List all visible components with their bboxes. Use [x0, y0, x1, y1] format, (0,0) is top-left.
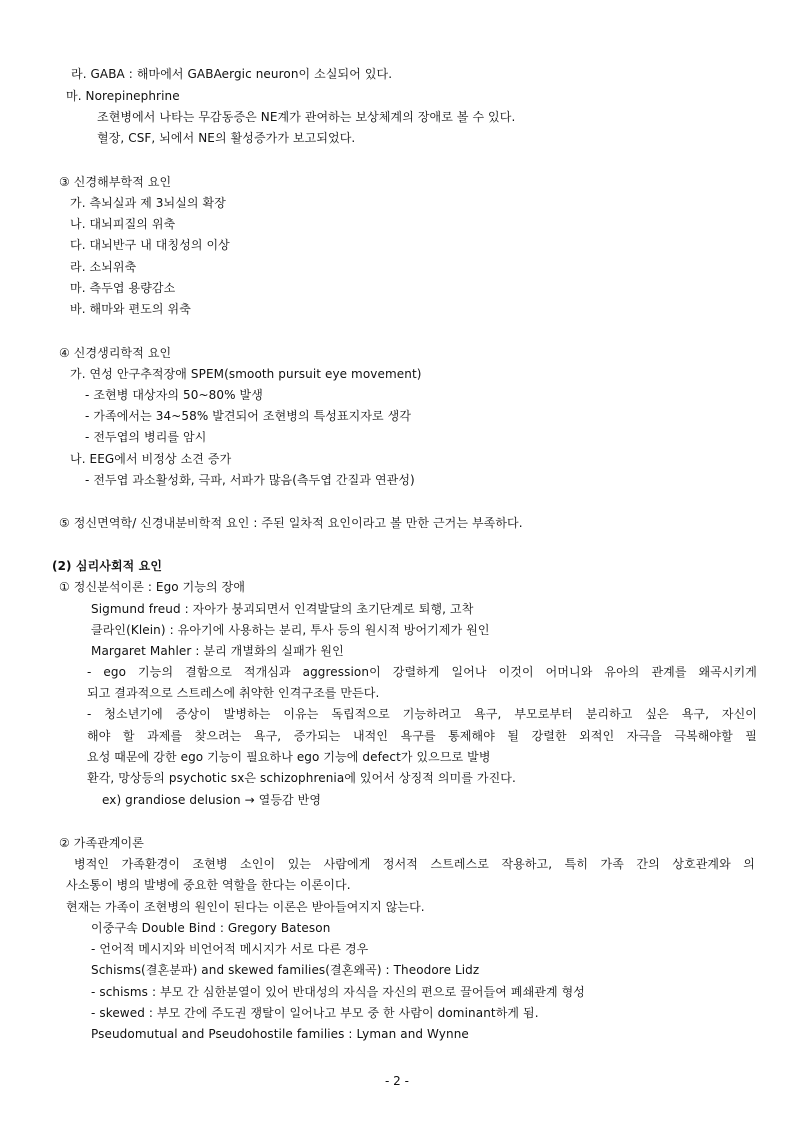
text-line: 되고 결과적으로 스트레스에 취약한 인격구조를 만든다. [87, 686, 380, 700]
text-line: 병적인 가족환경이 조현병 소인이 있는 사람에게 정서적 스트레스로 작용하고, 특히 가족 간의 상호관계와 의 [74, 857, 755, 871]
text-line: 라. 소뇌위축 [70, 260, 137, 274]
section-heading: ① 정신분석이론 : Ego 기능의 장애 [59, 580, 246, 594]
text-line: 마. 측두엽 용량감소 [70, 281, 176, 295]
text-line: 환각, 망상등의 psychotic sx은 schizophrenia에 있어서 상징적 의미를 가진다. [87, 771, 516, 785]
text-line: 요성 때문에 강한 ego 기능이 필요하나 ego 기능에 defect가 있으므로 발병 [87, 750, 491, 764]
text-line: 가. 연성 안구추적장애 SPEM(smooth pursuit eye movement) [70, 367, 422, 381]
text-line: - 언어적 메시지와 비언어적 메시지가 서로 다른 경우 [91, 942, 369, 956]
text-line: - schisms : 부모 간 심한분열이 있어 반대성의 자식을 자신의 편으로 끌어들여 폐쇄관계 형성 [91, 985, 585, 999]
text-line: - 청소년기에 증상이 발병하는 이유는 독립적으로 기능하려고 욕구, 부모로부터 분리하고 싶은 욕구, 자신이 [87, 707, 757, 721]
text-line: - 전두엽의 병리를 암시 [85, 430, 207, 444]
text-line: Schisms(결혼분파) and skewed families(결혼왜곡) : Theodore Lidz [91, 963, 480, 977]
text-line: - ego 기능의 결함으로 적개심과 aggression이 강렬하게 일어나 이것이 어머니와 유아의 관계를 왜곡시키게 [87, 665, 757, 679]
text-line: 마. Norepinephrine [66, 89, 180, 103]
text-line: - skewed : 부모 간에 주도권 쟁탈이 일어나고 부모 중 한 사람이 dominant하게 됨. [91, 1006, 539, 1020]
text-line: Sigmund freud : 자아가 붕괴되면서 인격발달의 초기단계로 퇴행, 고착 [91, 602, 474, 616]
text-line: 현재는 가족이 조현병의 원인이 된다는 이론은 받아들여지지 않는다. [66, 900, 425, 914]
text-line: 해야 할 과제를 찾으려는 욕구, 증가되는 내적인 욕구를 통제해야 될 강렬한 외적인 자극을 극복해야할 필 [87, 729, 757, 743]
section-heading: ③ 신경해부학적 요인 [59, 175, 172, 189]
text-line: 바. 해마와 편도의 위축 [70, 302, 191, 316]
text-line: 혈장, CSF, 뇌에서 NE의 활성증가가 보고되었다. [97, 131, 356, 145]
text-line: 나. EEG에서 비정상 소견 증가 [70, 452, 232, 466]
subsection-heading: (2) 심리사회적 요인 [52, 559, 163, 573]
section-heading: ② 가족관계이론 [59, 836, 144, 850]
text-line: 이중구속 Double Bind : Gregory Bateson [91, 921, 331, 935]
text-line: 나. 대뇌피질의 위축 [70, 217, 176, 231]
page-number: - 2 - [385, 1074, 409, 1088]
section-heading: ⑤ 정신면역학/ 신경내분비학적 요인 : 주된 일차적 요인이라고 볼 만한 근거는 부족하다. [59, 516, 523, 530]
text-line: 클라인(Klein) : 유아기에 사용하는 분리, 투사 등의 원시적 방어기제가 원인 [91, 623, 490, 637]
text-line: - 가족에서는 34~58% 발견되어 조현병의 특성표지자로 생각 [85, 409, 412, 423]
text-line: 사소통이 병의 발병에 중요한 역할을 한다는 이론이다. [66, 878, 351, 892]
section-heading: ④ 신경생리학적 요인 [59, 346, 172, 360]
text-line: Pseudomutual and Pseudohostile families : Lyman and Wynne [91, 1027, 469, 1041]
text-line: ex) grandiose delusion → 열등감 반영 [102, 793, 322, 807]
text-line: 가. 측뇌실과 제 3뇌실의 확장 [70, 196, 226, 210]
text-line: Margaret Mahler : 분리 개별화의 실패가 원인 [91, 644, 344, 658]
text-line: 라. GABA : 해마에서 GABAergic neuron이 소실되어 있다. [71, 67, 393, 81]
text-line: - 조현병 대상자의 50~80% 발생 [85, 388, 263, 402]
text-line: - 전두엽 과소활성화, 극파, 서파가 많음(측두엽 간질과 연관성) [85, 473, 415, 487]
text-line: 다. 대뇌반구 내 대칭성의 이상 [70, 238, 230, 252]
text-line: 조현병에서 나타는 무감동증은 NE계가 관여하는 보상체계의 장애로 볼 수 있다. [97, 110, 516, 124]
